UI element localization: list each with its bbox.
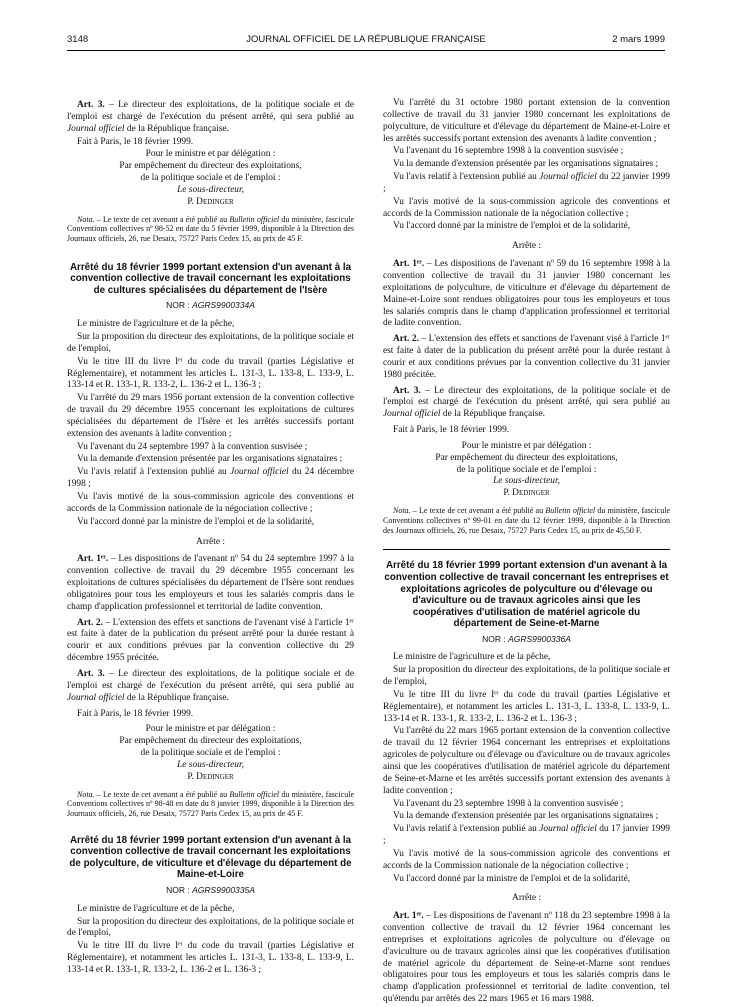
paragraph: Vu l'arrêté du 31 octobre 1980 portant extension de la convention collective de travail du 31 janvier 1980 concernant les exploitations de polyculture, de viticulture et d'élevage du département de Maine-et-Loire et les arrêtés successifs portant extension des avenants à ladite convention ; <box>383 98 670 144</box>
paragraph: Vu le titre III du livre Iᵉʳ du code du travail (parties Législative et Réglementaire), et notamment les articles L. 131-3, L. 133-8, L. 133-9, L. 133-14 et R. 133-1, R. 133-2, L. 136-2 et L. 136-3 ; <box>383 689 670 724</box>
paragraph: Vu l'avis relatif à l'extension publié au Journal officiel du 17 janvier 1999 ; <box>383 824 670 847</box>
fait-a-paris: Fait à Paris, le 18 février 1999. <box>77 136 194 147</box>
signature-block: Pour le ministre et par délégation : Par empêchement du directeur des exploitations, de la politique sociale et de l'emploi : Le sous-directeur, P. Dedinger <box>67 149 354 208</box>
fait-a-paris: Fait à Paris, le 18 février 1999. <box>393 425 510 436</box>
arrete-heading: Arrête : <box>196 536 225 547</box>
paragraph: Vu l'avis relatif à l'extension publié au Journal officiel du 22 janvier 1999 ; <box>383 172 670 194</box>
fait-a-paris: Fait à Paris, le 18 février 1999. <box>77 708 194 719</box>
paragraph: Sur la proposition du directeur des exploitations, de la politique sociale et de l'emploi, <box>67 332 354 354</box>
paragraph: Vu l'avis motivé de la sous-commission agricole des conventions et accords de la Commission nationale de la négociation collective ; <box>383 848 670 871</box>
arrete-heading: Arrête : <box>512 893 541 904</box>
paragraph: Vu l'accord donné par la ministre de l'emploi et de la solidarité, <box>393 873 631 884</box>
paragraph: Vu l'avenant du 23 septembre 1998 à la convention susvisée ; <box>393 798 624 809</box>
nor-reference: NOR : AGRS9900334A <box>166 300 255 311</box>
paragraph: Vu l'avenant du 16 septembre 1998 à la convention susvisée ; <box>393 146 624 157</box>
signature-block: Pour le ministre et par délégation : Par empêchement du directeur des exploitations, de la politique sociale et de l'emploi : Le sous-directeur, P. Dedinger <box>383 441 670 500</box>
signature-block: Pour le ministre et par délégation : Par empêchement du directeur des exploitations, de la politique sociale et de l'emploi : Le sous-directeur, P. Dedinger <box>67 724 354 783</box>
paragraph: Vu le titre III du livre Iᵉʳ du code du travail (parties Législative et Réglementaire), et notamment les articles L. 131-3, L. 133-8, L. 133-9, L. 133-14 et R. 133-1, R. 133-2, L. 136-2 et L. 136-3 ; <box>67 941 354 975</box>
signatory-name: P. Dedinger <box>187 771 234 782</box>
publication-note: Nota. – Le texte de cet avenant a été publié au Bulletin officiel du ministère, fascicule Conventions collectives nº 98-52 en date du 5 février 1999, disponible à la Direction des Journaux officiels, 26, rue Desaix, 75727 Paris Cedex 15, au prix de 45 F. <box>67 214 354 244</box>
paragraph: Vu le titre III du livre Iᵉʳ du code du travail (parties Législative et Réglementaire), et notamment les articles L. 131-3, L. 133-8, L. 133-9, L. 133-14 et R. 133-1, R. 133-2, L. 136-2 et L. 136-3 ; <box>67 356 354 391</box>
issue-date: 2 mars 1999 <box>612 34 665 45</box>
nor-reference: NOR : AGRS9900335A <box>166 885 255 895</box>
paragraph: Vu l'avis motivé de la sous-commission agricole des conventions et accords de la Commission nationale de la négociation collective ; <box>67 492 354 514</box>
paragraph: Vu la demande d'extension présentée par les organisations signataires ; <box>77 454 343 465</box>
section-divider <box>383 549 670 550</box>
paragraph: Sur la proposition du directeur des exploitations, de la politique sociale et de l'emploi, <box>383 665 670 688</box>
arrete-heading: Arrête : <box>512 241 541 252</box>
paragraph: Vu l'accord donné par la ministre de l'emploi et de la solidarité, <box>77 516 315 527</box>
paragraph: Vu l'avis relatif à l'extension publié au Journal officiel du 24 décembre 1998 ; <box>67 467 355 490</box>
decree-title: Arrêté du 18 février 1999 portant extension d'un avenant à la convention collective de travail concernant les exploitations de cultures spécialisées du département de l'Isère <box>69 261 352 296</box>
paragraph: Vu l'avis motivé de la sous-commission agricole des conventions et accords de la Commission nationale de la négociation collective ; <box>383 196 670 219</box>
left-column <box>67 100 354 978</box>
journal-title: JOURNAL OFFICIEL DE LA RÉPUBLIQUE FRANÇAISE <box>246 34 486 45</box>
paragraph: Le ministre de l'agriculture et de la pêche, <box>77 319 235 330</box>
article-1: Art. 1ᵉʳ. – Les dispositions de l'avenant nº 59 du 16 septembre 1998 à la convention collective de travail du 31 janvier 1980 concernant les exploitations de polyculture, de viticulture et d'élevage du département de Maine-et-Loire sont rendues obligatoires pour tous les employeurs et tous les salariés compris dans le champ d'application professionnel et territorial de ladite convention. <box>383 259 670 329</box>
article-1: Art. 1ᵉʳ. – Les dispositions de l'avenant nº 118 du 23 septembre 1998 à la convention collective de travail du 12 février 1964 concernant les entreprises et exploitations agricoles de polyculture ou d'élevage ou d'aviculture ou de travaux agricoles ainsi que les coopératives d'utilisation de matériel agricole du département de Seine-et-Marne sont rendues obligatoires pour tous les employeurs et tous les salariés compris dans le champ d'application professionnel et territorial de ladite convention, tel qu'étendu par arrêtés des 22 mars 1965 et 16 mars 1988. <box>383 911 670 1005</box>
article-3: Art. 3. – Le directeur des exploitations, de la politique sociale et de l'emploi est chargé de l'exécution du présent arrêté, qui sera publié au Journal officiel de la République française. <box>67 668 354 703</box>
paragraph: Vu l'arrêté du 22 mars 1965 portant extension de la convention collective de travail du 12 février 1964 concernant les entreprises et exploitations agricoles de polyculture ou d'élevage ou d'aviculture ou de travaux agricoles ainsi que les coopératives d'utilisation de matériel agricole du département de Seine-et-Marne et les arrêtés successifs portant extension des avenants à ladite convention ; <box>383 726 670 796</box>
paragraph: Vu l'accord donné par la ministre de l'emploi et de la solidarité, <box>393 221 631 232</box>
right-column <box>383 98 670 1007</box>
article-2: Art. 2. – L'extension des effets et sanctions de l'avenant visé à l'article 1ᵉʳ est faite à dater de la publication du présent arrêté pour la durée restant à courir et aux conditions prévues par la convention collective du 31 janvier 1980 précitée. <box>383 334 670 380</box>
paragraph: Le ministre de l'agriculture et de la pêche, <box>77 903 235 914</box>
paragraph: Sur la proposition du directeur des exploitations, de la politique sociale et de l'emploi, <box>67 916 354 939</box>
article-3: Art. 3. – Le directeur des exploitations, de la politique sociale et de l'emploi est chargé de l'exécution du présent arrêté, qui sera publié au Journal officiel de la République française. <box>383 385 670 420</box>
article-3: Art. 3. – Le directeur des exploitations, de la politique sociale et de l'emploi est chargé de l'exécution du présent arrêté, qui sera publié au Journal officiel de la République française. <box>67 100 354 134</box>
page-header <box>67 34 665 48</box>
signatory-name: P. Dedinger <box>503 488 550 499</box>
signatory-name: P. Dedinger <box>187 196 234 207</box>
header-rule <box>67 50 665 51</box>
paragraph: Le ministre de l'agriculture et de la pêche, <box>393 652 551 663</box>
article-2: Art. 2. – L'extension des effets et sanctions de l'avenant visé à l'article 1ᵉʳ est faite à dater de la publication du présent arrêté pour la durée restant à courir et aux conditions prévues par la convention collective du 29 décembre 1955 précitée. <box>67 617 354 664</box>
paragraph: Vu l'avenant du 24 septembre 1997 à la convention susvisée ; <box>77 441 308 452</box>
paragraph: Vu la demande d'extension présentée par les organisations signataires ; <box>393 811 659 822</box>
article-1: Art. 1ᵉʳ. – Les dispositions de l'avenant nº 54 du 24 septembre 1997 à la convention collective de travail du 29 décembre 1955 concernant les exploitations de cultures spécialisées du département de l'Isère sont rendues obligatoires pour tous les employeurs et tous les salariés compris dans le champ d'application professionnel et territorial de ladite convention. <box>67 554 354 612</box>
publication-note: Nota. – Le texte de cet avenant a été publié au Bulletin officiel du ministère, fascicule Conventions collectives nº 98-48 en date du 8 janvier 1999, disponible à la Direction des Journaux officiels, 26, rue Desaix, 75727 Paris Cedex 15, au prix de 45 F. <box>67 789 354 819</box>
page-number: 3148 <box>67 34 89 45</box>
nor-reference: NOR : AGRS9900336A <box>482 633 571 644</box>
paragraph: Vu la demande d'extension présentée par les organisations signataires ; <box>393 159 659 170</box>
decree-title: Arrêté du 18 février 1999 portant extension d'un avenant à la convention collective de travail concernant les exploitations de polyculture, de viticulture et d'élevage du département de Maine-et-Loire <box>69 834 352 881</box>
paragraph: Vu l'arrêté du 29 mars 1956 portant extension de la convention collective de travail du 29 décembre 1955 concernant les exploitations de cultures spécialisées du département de l'Isère et les arrêtés successifs portant extension des avenants à ladite convention ; <box>67 393 354 439</box>
decree-title: Arrêté du 18 février 1999 portant extension d'un avenant à la convention collective de travail concernant les entreprises et exploitations agricoles de polyculture ou d'élevage ou d'aviculture ou de travaux agricoles ainsi que les coopératives d'utilisation de matériel agricole du département de Seine-et-Marne <box>384 560 669 630</box>
publication-note: Nota. – Le texte de cet avenant a été publié au Bulletin officiel du ministère, fascicule Conventions collectives nº 99-01 en date du 12 février 1999, disponible à la Direction des Journaux officiels, 26, rue Desaix, 75727 Paris Cedex 15, au prix de 45,50 F. <box>383 506 670 535</box>
